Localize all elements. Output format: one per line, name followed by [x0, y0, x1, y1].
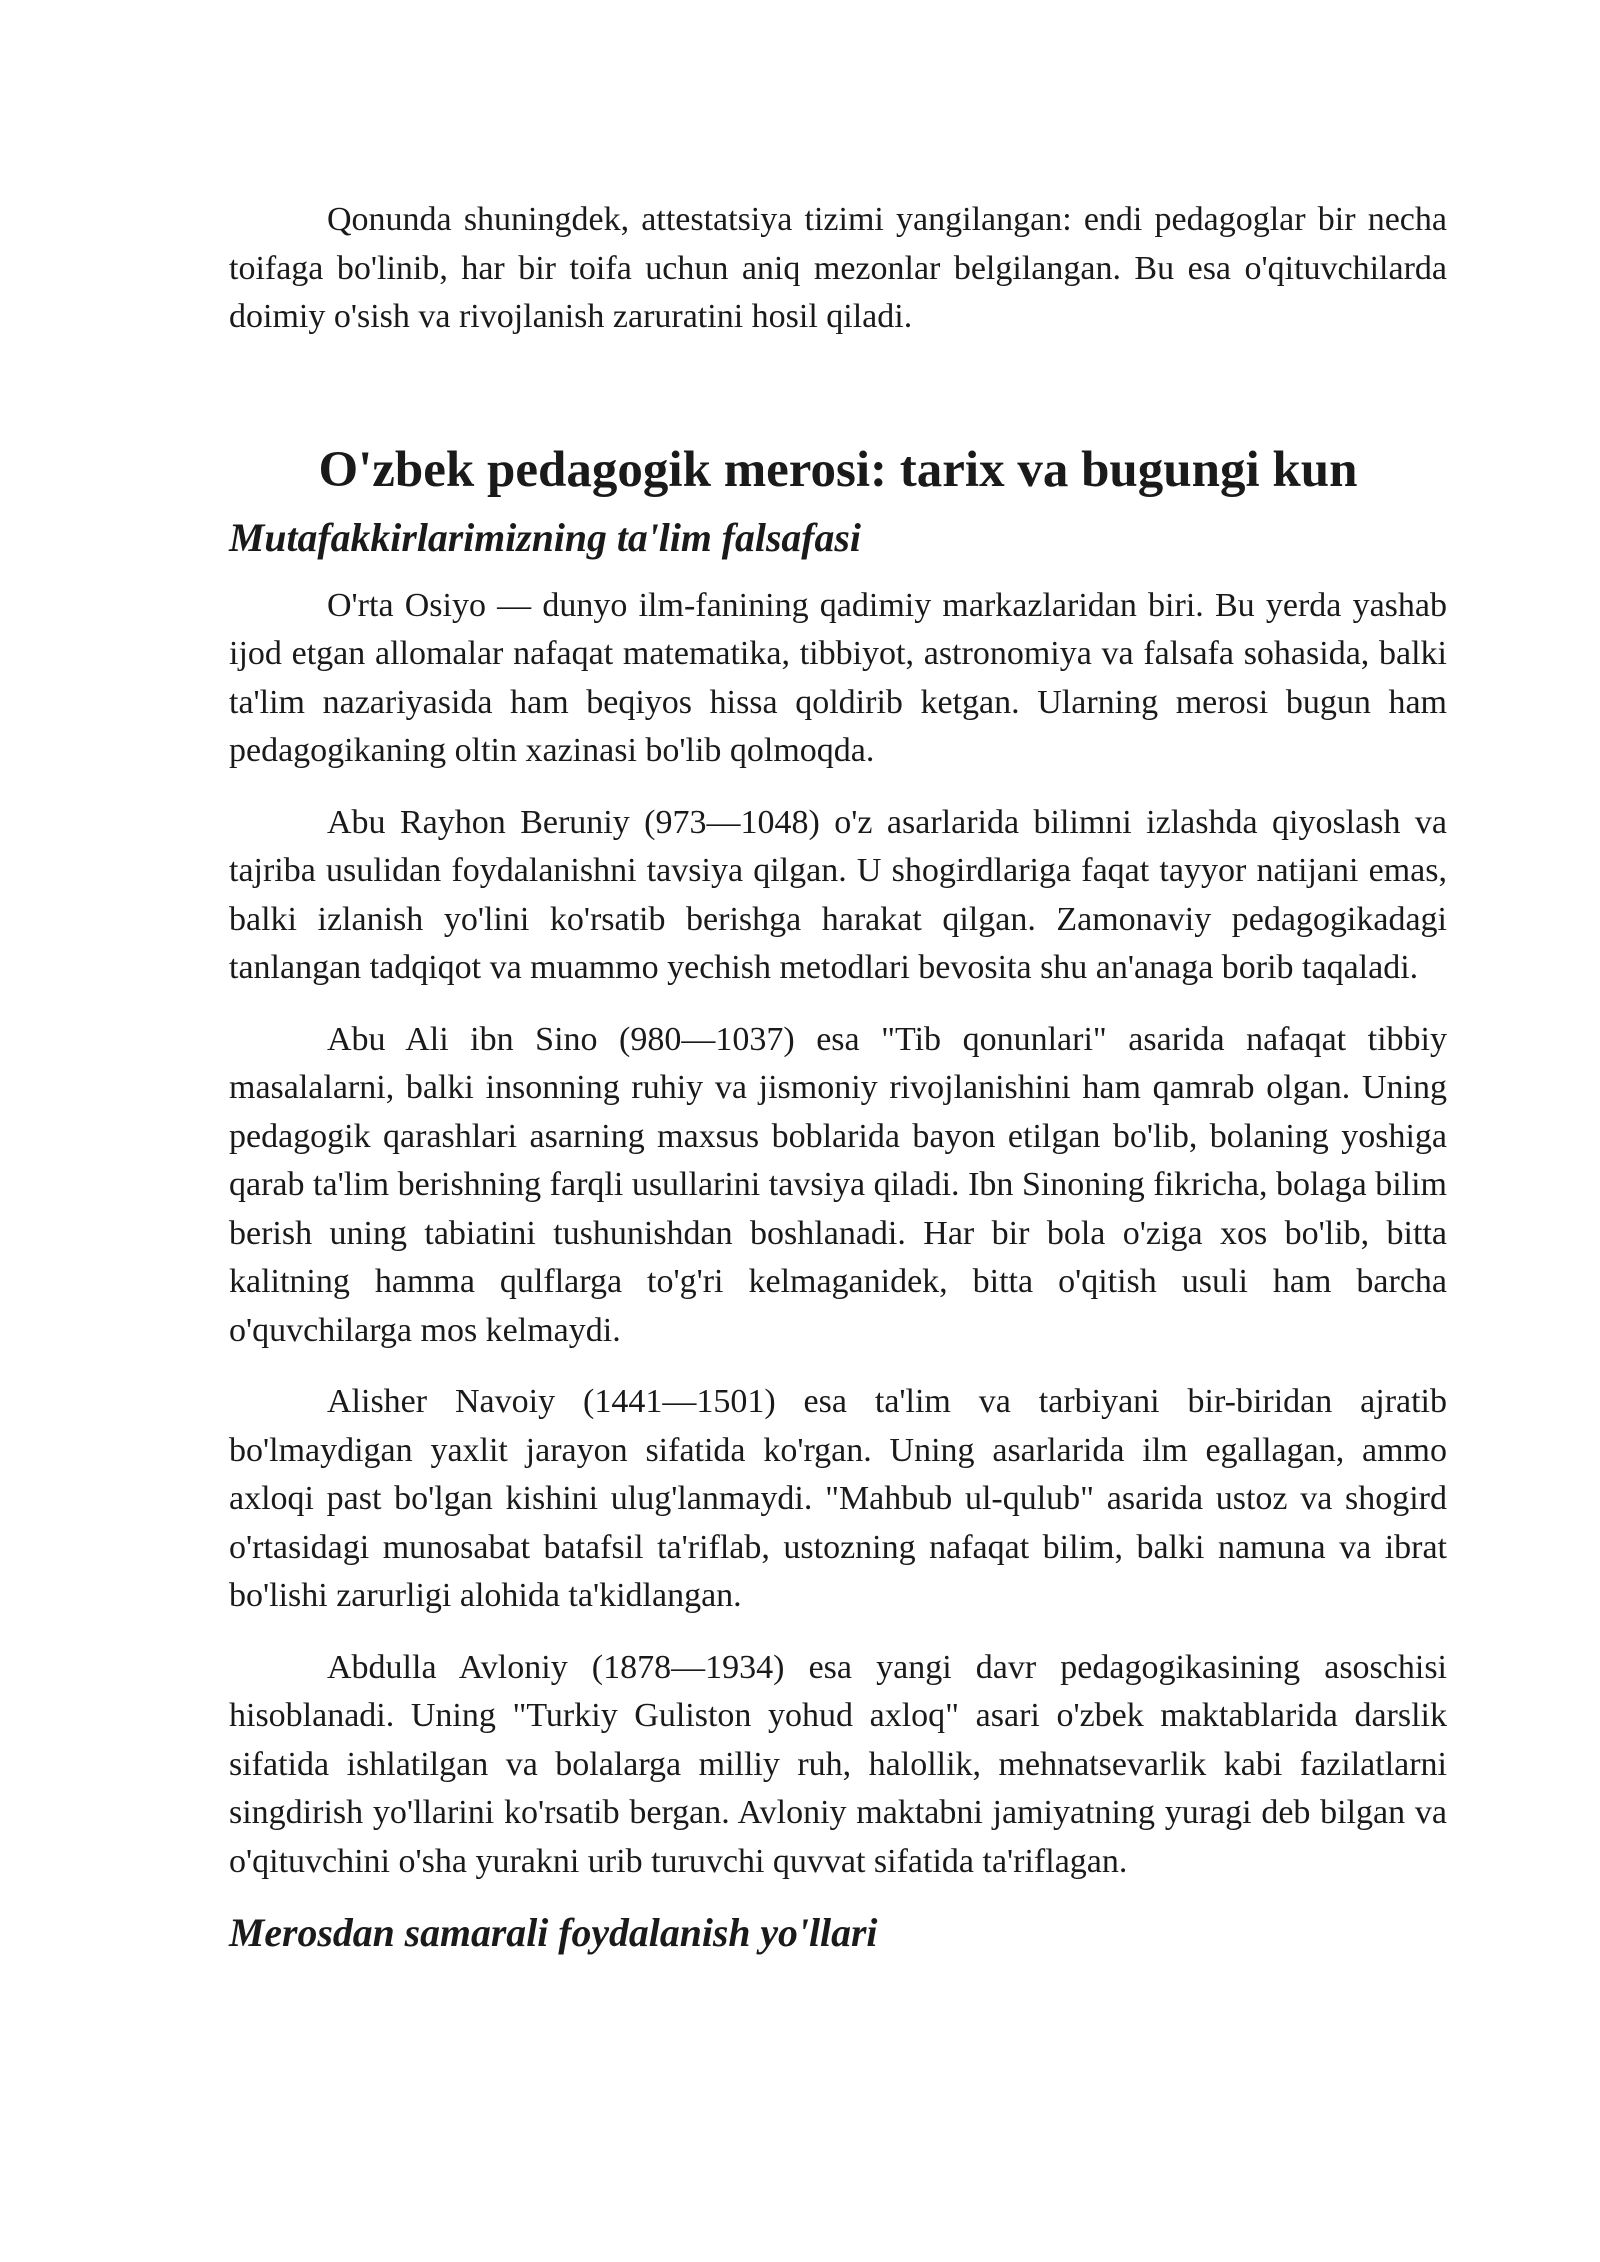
- subheading-heritage-usage: Merosdan samarali foydalanish yo'llari: [229, 1911, 878, 1955]
- paragraph-avloniy: Abdulla Avloniy (1878—1934) esa yangi davr pedagogikasining asoschisi hisoblanadi. Uning "Turkiy Guliston yohud axloq" asari o'zbek maktablarida darslik sifatida ishlatilgan va bolalarga milliy ruh, halollik, mehnatsevarlik kabi fazilatlarni singdirish yo'llarini ko'rsatib bergan. Avloniy maktabni jamiyatning yuragi deb bilgan va o'qituvchini o'sha yurakni urib turuvchi quvvat sifatida ta'riflagan.: [229, 1648, 1447, 1880]
- paragraph-central-asia: O'rta Osiyo — dunyo ilm-fanining qadimiy markazlaridan biri. Bu yerda yashab ijod etgan allomalar nafaqat matematika, tibbiyot, astronomiya va falsafa sohasida, balki ta'lim nazariyasida ham beqiyos hissa qoldirib ketgan. Ularning merosi bugun ham pedagogikaning oltin xazinasi bo'lib qolmoqda.: [229, 586, 1447, 769]
- paragraph-navoiy: Alisher Navoiy (1441—1501) esa ta'lim va tarbiyani bir-biridan ajratib bo'lmaydigan yaxlit jarayon sifatida ko'rgan. Uning asarlarida ilm egallagan, ammo axloqi past bo'lgan kishini ulug'lanmaydi. "Mahbub ul-qulub" asarida ustoz va shogird o'rtasidagi munosabat batafsil ta'riflab, ustozning nafaqat bilim, balki namuna va ibrat bo'lishi zarurligi alohida ta'kidlangan.: [229, 1383, 1447, 1614]
- paragraph-ibn-sino: Abu Ali ibn Sino (980—1037) esa "Tib qonunlari" asarida nafaqat tibbiy masalalarni, balki insonning ruhiy va jismoniy rivojlanishini ham qamrab olgan. Uning pedagogik qarashlari asarning maxsus boblarida bayon etilgan bo'lib, bolaning yoshiga qarab ta'lim berishning farqli usullarini tavsiya qiladi. Ibn Sinoning fikricha, bolaga bilim berish uning tabiatini tushunishdan boshlanadi. Har bir bola o'ziga xos bo'lib, bitta kalitning hamma qulflarga to'g'ri kelmaganidek, bitta o'qitish usuli ham barcha o'quvchilarga mos kelmaydi.: [229, 1020, 1447, 1349]
- section-title: O'zbek pedagogik merosi: tarix va bugungi kun: [318, 441, 1358, 498]
- paragraph-beruniy: Abu Rayhon Beruniy (973—1048) o'z asarlarida bilimni izlashda qiyoslash va tajriba usulidan foydalanishni tavsiya qilgan. U shogirdlariga faqat tayyor natijani emas, balki izlanish yo'lini ko'rsatib berishga harakat qilgan. Zamonaviy pedagogikadagi tanlangan tadqiqot va muammo yechish metodlari bevosita shu an'anaga borib taqaladi.: [229, 803, 1447, 986]
- intro-paragraph: Qonunda shuningdek, attestatsiya tizimi yangilangan: endi pedagoglar bir necha toifaga bo'linib, har bir toifa uchun aniq mezonlar belgilangan. Bu esa o'qituvchilarda doimiy o'sish va rivojlanish zaruratini hosil qiladi.: [229, 201, 1447, 335]
- subheading-philosophy: Mutafakkirlarimizning ta'lim falsafasi: [229, 515, 861, 560]
- document-page: [229, 196, 1447, 1977]
